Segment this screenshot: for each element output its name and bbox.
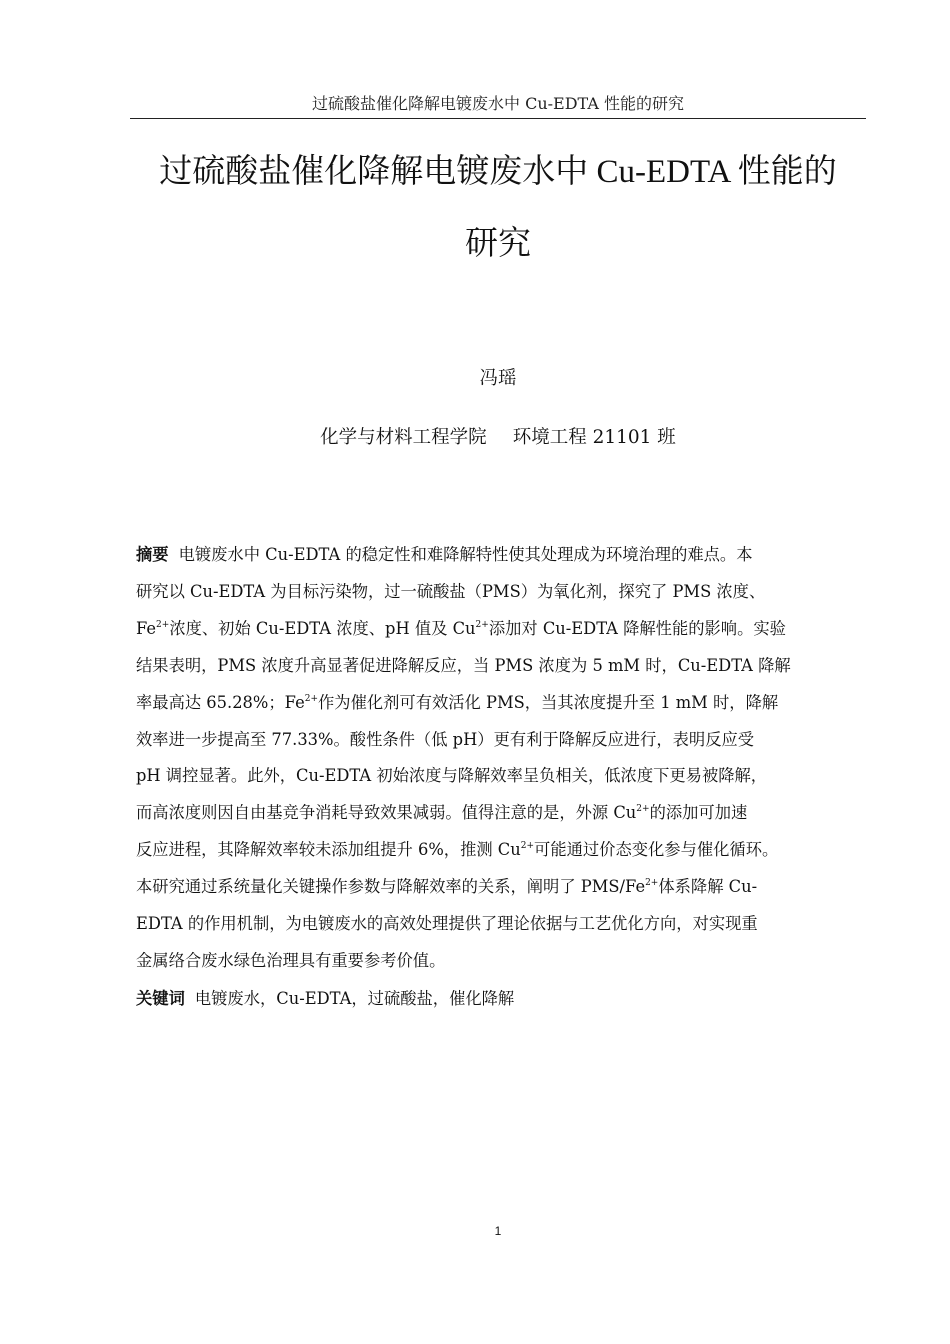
abstract [136,537,868,980]
keywords-label: 关键词 [136,989,185,1008]
superscript-charge: 2+ [475,619,489,630]
abstract-text: 的添加可加速 [649,803,748,823]
superscript-charge: 2+ [645,878,659,889]
abstract-line: 效率进一步提高至 77.33%。酸性条件（低 pH）更有利于降解反应进行，表明反应受 [136,729,755,749]
abstract-line [136,832,868,869]
abstract-text: 可能通过价态变化参与催化循环。 [534,840,779,860]
superscript-charge: 2+ [156,619,170,630]
abstract-line: 结果表明，PMS 浓度升高显著促进降解反应，当 PMS 浓度为 5 mM 时，Cu-EDTA 降解 [136,655,791,675]
abstract-text: Fe [136,618,157,638]
superscript-charge: 2+ [520,841,535,852]
header-rule [130,118,866,119]
abstract-line [136,611,868,648]
abstract-line: 研究以 Cu-EDTA 为目标污染物，过一硫酸盐（PMS）为氧化剂，探究了 PMS 浓度、 [136,581,766,601]
title-line-2: 研究 [465,226,531,262]
abstract-text: 率最高达 65.28%；Fe [136,692,305,712]
paper-title [110,136,886,280]
abstract-line: EDTA 的作用机制，为电镀废水的高效处理提供了理论依据与工艺优化方向，对实现重 [136,914,758,934]
abstract-text: 本研究通过系统量化关键操作参数与降解效率的关系，阐明了 PMS/Fe [136,877,646,897]
abstract-line: 金属络合废水绿色治理具有重要参考价值。 [136,950,446,970]
author-name: 冯瑶 [479,368,517,389]
affiliation-class: 环境工程 21101 班 [512,427,676,448]
abstract-text: 作为催化剂可有效活化 PMS，当其浓度提升至 1 mM 时，降解 [318,692,779,712]
abstract-text: 添加对 Cu-EDTA 降解性能的影响。实验 [488,618,786,638]
keywords [136,981,868,1017]
abstract-text: 体系降解 Cu- [658,877,758,897]
abstract-line [136,795,868,832]
superscript-charge: 2+ [636,804,650,815]
keywords-text: 电镀废水，Cu-EDTA，过硫酸盐，催化降解 [194,989,515,1008]
abstract-line [136,537,868,574]
affiliation-school: 化学与材料工程学院 [320,427,487,448]
page-number: 1 [494,1224,502,1238]
running-header: 过硫酸盐催化降解电镀废水中 Cu-EDTA 性能的研究 [312,94,684,113]
superscript-charge: 2+ [304,693,318,704]
abstract-text: 而高浓度则因自由基竞争消耗导致效果减弱。值得注意的是，外源 Cu [136,803,637,823]
abstract-label: 摘要 [136,545,169,564]
affiliation [130,424,866,452]
abstract-text: 电镀废水中 Cu-EDTA 的稳定性和难降解特性使其处理成为环境治理的难点。本 [178,545,753,564]
abstract-text: 反应进程，其降解效率较未添加组提升 6%，推测 Cu [136,840,521,860]
abstract-line [136,685,868,722]
abstract-line [136,869,868,906]
title-line-1: 过硫酸盐催化降解电镀废水中 Cu-EDTA 性能的 [159,154,837,190]
abstract-line: pH 调控显著。此外，Cu-EDTA 初始浓度与降解效率呈负相关，低浓度下更易被降解， [136,766,768,786]
abstract-text: 浓度、初始 Cu-EDTA 浓度、pH 值及 Cu [169,618,476,638]
